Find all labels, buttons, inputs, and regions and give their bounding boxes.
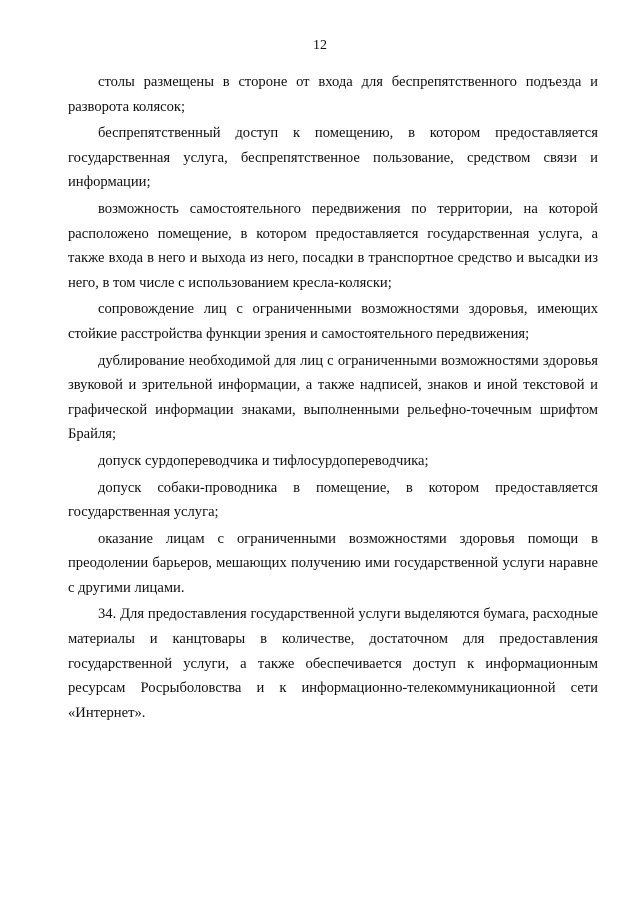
paragraph-guide-dog: допуск собаки-проводника в помещение, в котором предоставляется государственная услуга; (68, 479, 598, 521)
document-body (68, 70, 598, 727)
paragraph-sign-interpreter: допуск сурдопереводчика и тифлосурдопереводчика; (98, 452, 429, 469)
paragraph-duplication-braille: дублирование необходимой для лиц с ограниченными возможностями здоровья звуковой и зрительной информации, а также надписей, знаков и иной текстовой и графической информации знаками, выполненными рельефно-точечным шрифтом Брайля; (68, 352, 598, 443)
paragraph-independent-movement: возможность самостоятельного передвижения по территории, на которой расположено помещение, в котором предоставляется государственная услуга, а также входа в него и выхода из него, посадки в транспортное средство и высадки из него, в том числе с использованием кресла-коляски; (68, 200, 598, 291)
paragraph-tables-placement: столы размещены в стороне от входа для беспрепятственного подъезда и разворота колясок; (68, 74, 598, 115)
paragraph-unobstructed-access: беспрепятственный доступ к помещению, в котором предоставляется государственная услуга, беспрепятственное пользование, средством связи и информации; (68, 125, 598, 191)
paragraph-assistance: оказание лицам с ограниченными возможностями здоровья помощи в преодолении барьеров, мешающих получению ими государственной услуги наравне с другими лицами. (68, 530, 598, 596)
page-number: 12 (313, 38, 327, 53)
paragraph-34-materials: 34. Для предоставления государственной услуги выделяются бумага, расходные материалы и канцтовары в количестве, достаточном для предоставления государственной услуги, а также обеспечивается доступ к информационным ресурсам Росрыболовства и к информационно-телекоммуникационной сети «Интернет». (68, 606, 598, 721)
paragraph-escort: сопровождение лиц с ограниченными возможностями здоровья, имеющих стойкие расстройства функции зрения и самостоятельного передвижения; (68, 301, 598, 342)
